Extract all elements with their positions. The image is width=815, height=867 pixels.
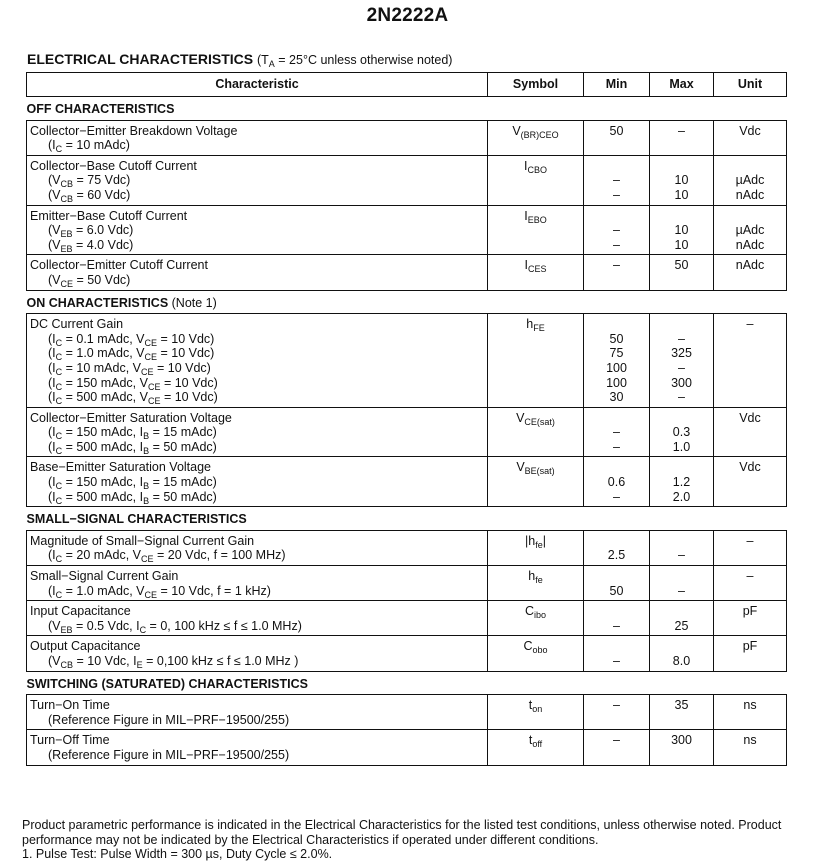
- table-header-row: [27, 73, 787, 97]
- unit-value: nAdc: [735, 187, 765, 202]
- group-title: [27, 671, 787, 695]
- table-row: [27, 457, 787, 507]
- header-symbol: Symbol: [488, 73, 584, 97]
- characteristic-cell: [27, 636, 488, 671]
- test-condition: ($V_{CB} = 60$ Vdc): [48, 187, 131, 204]
- symbol-cell: [488, 530, 584, 565]
- unit-cell: [714, 205, 787, 255]
- max-cell: [650, 120, 714, 155]
- test-condition: ($I_C = 1.0$ mAdc, $V_{CE} = 10$ Vdc, f = 1 kHz): [48, 583, 271, 600]
- min-value: [586, 317, 647, 332]
- min-cell: [584, 205, 650, 255]
- max-value: –: [678, 331, 685, 346]
- min-value: –: [613, 237, 620, 252]
- footnotes: [22, 818, 797, 862]
- test-condition: ($I_C = 20$ mAdc, $V_{CE} = 20$ Vdc, f = 100 MHz): [48, 548, 286, 565]
- min-cell: [584, 601, 650, 636]
- test-condition: ($V_{EB} = 6.0$ Vdc): [48, 223, 134, 240]
- max-value: 1.2: [672, 475, 691, 490]
- table-row: [27, 314, 787, 408]
- max-value: [652, 159, 711, 174]
- max-value: 325: [671, 346, 692, 361]
- max-cell: [650, 457, 714, 507]
- characteristic-name: Collector−Emitter Cutoff Current: [30, 258, 208, 273]
- characteristic-name: Small−Signal Current Gain: [30, 569, 179, 584]
- table-row: [27, 120, 787, 155]
- unit-cell: [714, 314, 787, 408]
- characteristic-name: Turn−Off Time: [30, 733, 110, 748]
- unit-cell: [714, 566, 787, 601]
- unit-value: [716, 159, 784, 174]
- min-value: –: [613, 618, 620, 633]
- unit-value: ns: [743, 698, 757, 713]
- test-condition: ($V_{CB} = 75$ Vdc): [48, 173, 131, 190]
- unit-cell: [714, 120, 787, 155]
- header-unit: Unit: [714, 73, 787, 97]
- max-cell: [650, 407, 714, 457]
- max-value: 1.0: [672, 439, 691, 454]
- characteristic-name: Base−Emitter Saturation Voltage: [30, 460, 212, 475]
- symbol-cell: [488, 601, 584, 636]
- min-value: –: [613, 425, 620, 440]
- unit-value: µAdc: [735, 173, 765, 188]
- characteristic-cell: [27, 314, 488, 408]
- section-conditions: ($T_A = 25^\circ C$ unless otherwise noted): [256, 53, 453, 69]
- symbol: $I_{EBO}$: [524, 208, 547, 225]
- max-cell: [650, 155, 714, 205]
- symbol: $V_{(BR)CEO}$: [512, 123, 559, 140]
- min-cell: [584, 530, 650, 565]
- group-note: (Note 1): [168, 295, 217, 310]
- characteristic-cell: [27, 120, 488, 155]
- test-condition: ($I_C = 150$ mAdc, $I_B = 15$ mAdc): [48, 425, 217, 442]
- characteristic-cell: [27, 566, 488, 601]
- min-value: 30: [609, 390, 624, 405]
- group-title: [27, 290, 787, 314]
- max-value: 10: [674, 173, 689, 188]
- characteristic-name: Magnitude of Small−Signal Current Gain: [30, 533, 255, 548]
- symbol: $t_{off}$: [528, 733, 543, 750]
- characteristic-name: Input Capacitance: [30, 604, 131, 619]
- characteristic-name: DC Current Gain: [30, 317, 124, 332]
- section-title-text: ELECTRICAL CHARACTERISTICS: [27, 51, 254, 67]
- symbol-cell: [488, 730, 584, 765]
- symbol-cell: [488, 566, 584, 601]
- symbol: $I_{CES}$: [524, 258, 547, 275]
- max-value: [652, 569, 711, 584]
- min-value: [586, 569, 647, 584]
- max-value: [652, 209, 711, 224]
- max-cell: [650, 730, 714, 765]
- unit-cell: [714, 155, 787, 205]
- max-value: 8.0: [672, 654, 691, 668]
- characteristic-cell: [27, 407, 488, 457]
- min-value: [586, 159, 647, 174]
- test-condition: ($V_{EB} = 4.0$ Vdc): [48, 237, 134, 254]
- max-value: –: [678, 583, 685, 598]
- unit-value: pF: [742, 604, 758, 619]
- unit-value: Vdc: [739, 123, 761, 138]
- unit-cell: [714, 457, 787, 507]
- max-value: 10: [674, 237, 689, 252]
- min-value: [586, 411, 647, 426]
- max-value: –: [678, 360, 685, 375]
- min-cell: [584, 457, 650, 507]
- unit-value: nAdc: [735, 258, 765, 273]
- max-value: –: [678, 548, 685, 563]
- unit-value: Vdc: [739, 410, 761, 425]
- characteristic-cell: [27, 457, 488, 507]
- max-cell: [650, 314, 714, 408]
- max-value: –: [678, 123, 685, 138]
- min-value: –: [613, 654, 620, 668]
- test-condition: (Reference Figure in MIL−PRF−19500/255): [48, 712, 290, 727]
- symbol: $V_{BE(sat)}$: [516, 460, 555, 477]
- unit-cell: [714, 530, 787, 565]
- min-value: –: [613, 258, 620, 273]
- test-condition: ($I_C = 0.1$ mAdc, $V_{CE} = 10$ Vdc): [48, 331, 215, 348]
- unit-value: –: [746, 569, 754, 584]
- max-cell: [650, 636, 714, 671]
- characteristic-cell: [27, 730, 488, 765]
- symbol: $|h_{fe}|$: [525, 533, 546, 550]
- max-value: 300: [671, 375, 692, 390]
- unit-cell: [714, 730, 787, 765]
- max-cell: [650, 255, 714, 290]
- group-title-text: SMALL−SIGNAL CHARACTERISTICS: [26, 512, 247, 527]
- unit-cell: [714, 695, 787, 730]
- footnote-note-1: 1. Pulse Test: Pulse Width = 300 µs, Duty Cycle ≤ 2.0%.: [22, 847, 333, 862]
- table-body: [27, 97, 787, 766]
- unit-cell: [714, 636, 787, 671]
- table-row: [27, 255, 787, 290]
- max-value: 10: [674, 223, 689, 238]
- symbol: $C_{obo}$: [523, 639, 548, 656]
- min-value: 50: [609, 583, 624, 598]
- header-max: Max: [650, 73, 714, 97]
- symbol-cell: [488, 407, 584, 457]
- test-condition: (Reference Figure in MIL−PRF−19500/255): [48, 747, 290, 762]
- max-value: 0.3: [672, 425, 691, 440]
- min-cell: [584, 730, 650, 765]
- max-value: –: [678, 390, 685, 405]
- unit-cell: [714, 407, 787, 457]
- symbol-cell: [488, 695, 584, 730]
- max-cell: [650, 695, 714, 730]
- table-row: [27, 155, 787, 205]
- symbol: $I_{CBO}$: [524, 158, 547, 175]
- characteristic-cell: [27, 255, 488, 290]
- max-value: [652, 411, 711, 426]
- unit-value: [716, 209, 784, 224]
- unit-value: –: [746, 317, 754, 332]
- min-value: 75: [609, 346, 624, 361]
- characteristic-name: Emitter−Base Cutoff Current: [30, 208, 188, 223]
- max-value: [652, 317, 711, 332]
- symbol-cell: [488, 205, 584, 255]
- min-value: 100: [606, 360, 627, 375]
- test-condition: ($I_C = 150$ mAdc, $I_B = 15$ mAdc): [48, 475, 217, 492]
- test-condition: ($I_C = 500$ mAdc, $I_B = 50$ mAdc): [48, 439, 217, 456]
- part-number-title: 2N2222A: [366, 5, 449, 26]
- max-value: [652, 604, 711, 619]
- group-title: [27, 507, 787, 531]
- group-heading-row: [27, 671, 787, 695]
- symbol-cell: [488, 255, 584, 290]
- test-condition: ($V_{EB} = 0.5$ Vdc, $I_C = 0$, 100 kHz ≤ f ≤ 1.0 MHz): [48, 618, 302, 635]
- characteristic-name: Collector−Emitter Breakdown Voltage: [30, 123, 238, 138]
- symbol: $V_{CE(sat)}$: [516, 410, 555, 427]
- min-cell: [584, 566, 650, 601]
- max-cell: [650, 205, 714, 255]
- min-value: –: [613, 733, 620, 748]
- max-value: 35: [674, 698, 689, 713]
- characteristic-name: Turn−On Time: [30, 698, 110, 713]
- max-value: 300: [671, 733, 692, 748]
- min-cell: [584, 155, 650, 205]
- test-condition: ($I_C = 10$ mAdc, $V_{CE} = 10$ Vdc): [48, 360, 211, 377]
- group-heading-row: [27, 507, 787, 531]
- test-condition: ($I_C = 500$ mAdc, $V_{CE} = 10$ Vdc): [48, 390, 218, 407]
- min-value: –: [613, 698, 620, 713]
- max-value: [652, 639, 711, 654]
- table-row: [27, 601, 787, 636]
- min-cell: [584, 695, 650, 730]
- header-min: Min: [584, 73, 650, 97]
- max-cell: [650, 530, 714, 565]
- min-value: 0.6: [607, 475, 626, 490]
- min-value: 100: [606, 375, 627, 390]
- table-row: [27, 730, 787, 765]
- min-value: –: [613, 223, 620, 238]
- section-title: [27, 51, 452, 67]
- test-condition: ($I_C = 150$ mAdc, $V_{CE} = 10$ Vdc): [48, 375, 218, 392]
- header-characteristic: Characteristic: [27, 73, 488, 97]
- symbol-cell: [488, 457, 584, 507]
- min-value: 50: [609, 331, 624, 346]
- symbol: $C_{ibo}$: [524, 604, 547, 621]
- symbol-cell: [488, 314, 584, 408]
- max-value: 2.0: [672, 489, 691, 504]
- characteristic-cell: [27, 695, 488, 730]
- max-value: [652, 534, 711, 549]
- symbol: $h_{fe}$: [528, 569, 543, 586]
- test-condition: ($I_C = 10$ mAdc): [48, 138, 130, 155]
- min-value: 50: [609, 123, 624, 138]
- min-cell: [584, 120, 650, 155]
- symbol-cell: [488, 155, 584, 205]
- table-row: [27, 205, 787, 255]
- test-condition: ($I_C = 1.0$ mAdc, $V_{CE} = 10$ Vdc): [48, 346, 215, 363]
- unit-value: nAdc: [735, 237, 765, 252]
- table-row: [27, 695, 787, 730]
- max-value: 50: [674, 258, 689, 273]
- min-value: –: [613, 187, 620, 202]
- unit-cell: [714, 255, 787, 290]
- max-cell: [650, 566, 714, 601]
- group-title-text: ON CHARACTERISTICS: [26, 295, 169, 310]
- min-value: –: [613, 489, 620, 504]
- symbol-cell: [488, 120, 584, 155]
- characteristic-name: Output Capacitance: [30, 639, 141, 654]
- table-row: [27, 636, 787, 671]
- group-heading-row: [27, 290, 787, 314]
- min-value: –: [613, 173, 620, 188]
- characteristic-cell: [27, 530, 488, 565]
- min-cell: [584, 255, 650, 290]
- max-value: 10: [674, 187, 689, 202]
- characteristic-name: Collector−Emitter Saturation Voltage: [30, 410, 232, 425]
- unit-value: ns: [743, 733, 757, 748]
- electrical-characteristics-table: [26, 72, 787, 766]
- min-value: [586, 639, 647, 654]
- group-title-text: OFF CHARACTERISTICS: [26, 102, 175, 116]
- max-cell: [650, 601, 714, 636]
- footnote-disclaimer: Product parametric performance is indicated in the Electrical Characteristics for the listed test conditions, unless otherwise noted. Product performance may not be indicated by the Electrical Characteristics if operated under different conditions.: [22, 818, 782, 847]
- table-row: [27, 407, 787, 457]
- group-title: [27, 97, 787, 121]
- characteristic-cell: [27, 205, 488, 255]
- characteristic-name: Collector−Base Cutoff Current: [30, 158, 197, 173]
- unit-value: Vdc: [739, 460, 761, 475]
- min-value: 2.5: [607, 548, 626, 563]
- min-value: [586, 534, 647, 549]
- unit-value: pF: [742, 639, 758, 654]
- symbol: $h_{FE}$: [526, 317, 545, 334]
- min-value: [586, 460, 647, 475]
- symbol-cell: [488, 636, 584, 671]
- max-value: 25: [674, 618, 689, 633]
- test-condition: ($V_{CB} = 10$ Vdc, $I_E = 0,100$ kHz ≤ f ≤ 1.0 MHz ): [48, 654, 299, 670]
- symbol: $t_{on}$: [528, 698, 543, 715]
- max-value: [652, 460, 711, 475]
- unit-cell: [714, 601, 787, 636]
- min-cell: [584, 636, 650, 671]
- group-heading-row: [27, 97, 787, 121]
- test-condition: ($V_{CE} = 50$ Vdc): [48, 272, 131, 289]
- min-cell: [584, 407, 650, 457]
- test-condition: ($I_C = 500$ mAdc, $I_B = 50$ mAdc): [48, 489, 217, 506]
- characteristic-cell: [27, 601, 488, 636]
- min-value: [586, 209, 647, 224]
- characteristic-cell: [27, 155, 488, 205]
- table-row: [27, 566, 787, 601]
- group-title-text: SWITCHING (SATURATED) CHARACTERISTICS: [26, 676, 308, 691]
- min-cell: [584, 314, 650, 408]
- min-value: [586, 604, 647, 619]
- table-row: [27, 530, 787, 565]
- min-value: –: [613, 439, 620, 454]
- unit-value: µAdc: [735, 223, 765, 238]
- unit-value: –: [746, 533, 754, 548]
